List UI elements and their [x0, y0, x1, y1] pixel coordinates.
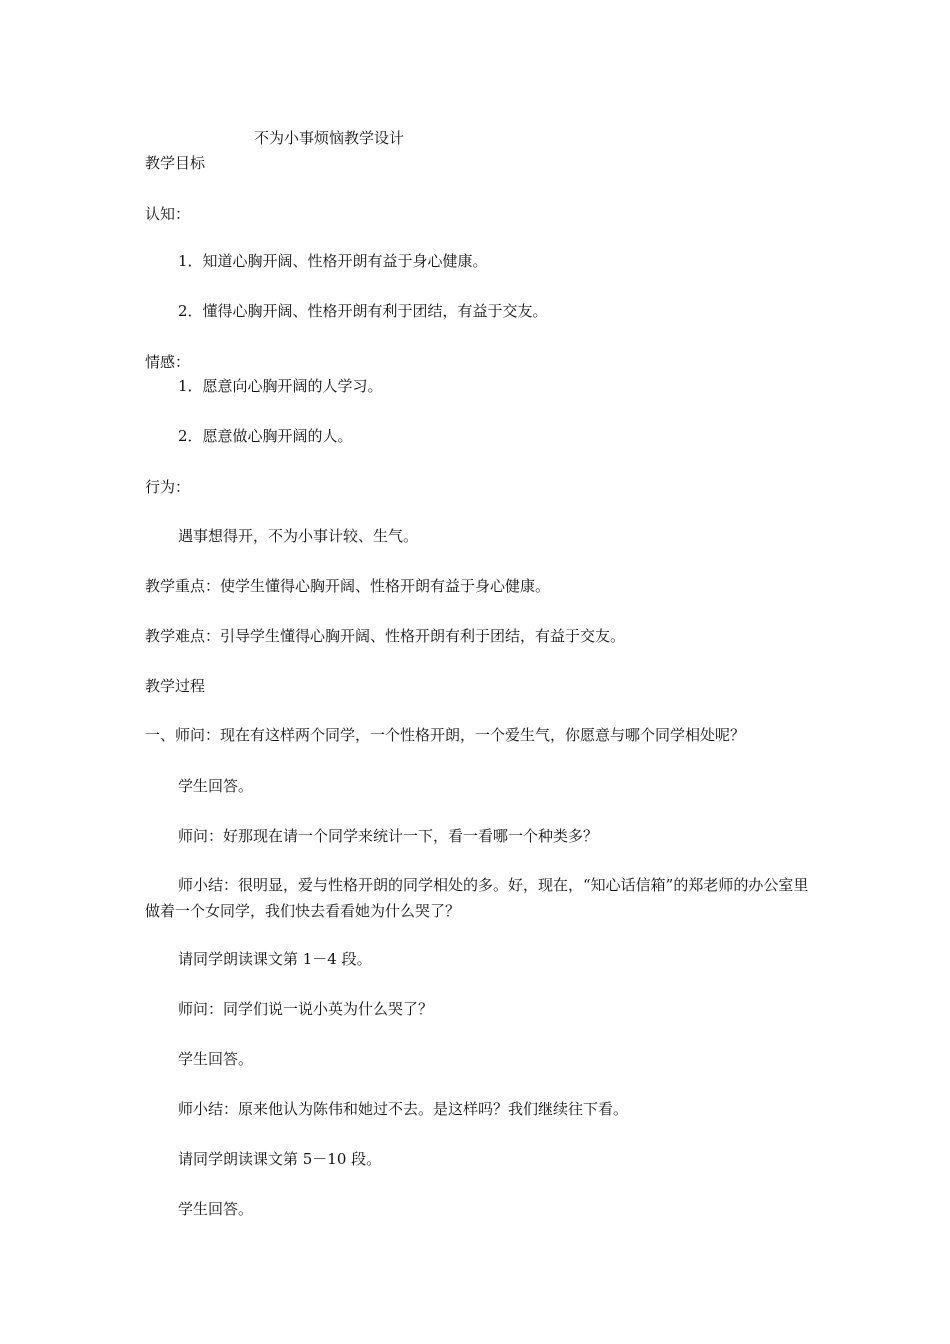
emotion-heading: 情感：: [145, 353, 191, 371]
key-point: 教学重点：使学生懂得心胸开阔、性格开朗有益于身心健康。: [145, 577, 551, 595]
document-title: 不为小事烦恼教学设计: [254, 129, 405, 147]
objectives-heading: 教学目标: [145, 154, 206, 172]
behavior-heading: 行为：: [145, 478, 191, 496]
process-paragraph: 学生回答。: [178, 1200, 254, 1218]
behavior-text: 遇事想得开，不为小事计较、生气。: [178, 527, 419, 545]
process-heading: 教学过程: [145, 677, 206, 695]
process-paragraph: 一、师问：现在有这样两个同学，一个性格开朗，一个爱生气，你愿意与哪个同学相处呢？: [145, 726, 746, 744]
emotion-item: 1．愿意向心胸开阔的人学习。: [178, 377, 383, 395]
process-paragraph: 师小结：原来他认为陈伟和她过不去。是这样吗？我们继续往下看。: [178, 1100, 629, 1118]
process-paragraph: 请同学朗读课文第 5－10 段。: [178, 1150, 382, 1168]
process-paragraph: 师问：好那现在请一个同学来统计一下，看一看哪一个种类多？: [178, 827, 599, 845]
process-paragraph: 学生回答。: [178, 1050, 254, 1068]
process-paragraph: 师问：同学们说一说小英为什么哭了？: [178, 1000, 434, 1018]
difficult-point: 教学难点：引导学生懂得心胸开阔、性格开朗有利于团结，有益于交友。: [145, 627, 626, 645]
emotion-item: 2．愿意做心胸开阔的人。: [178, 427, 353, 445]
cognition-item: 1．知道心胸开阔、性格开朗有益于身心健康。: [178, 252, 488, 270]
cognition-heading: 认知：: [145, 205, 191, 223]
process-paragraph: 师小结：很明显，爱与性格开朗的同学相处的多。好，现在，“知心话信箱”的郑老师的办公室里做着一个女同学，我们快去看看她为什么哭了？: [145, 876, 809, 920]
process-paragraph: 学生回答。: [178, 777, 254, 795]
cognition-item: 2．懂得心胸开阔、性格开朗有利于团结，有益于交友。: [178, 302, 548, 320]
process-paragraph: 请同学朗读课文第 1－4 段。: [178, 950, 372, 968]
